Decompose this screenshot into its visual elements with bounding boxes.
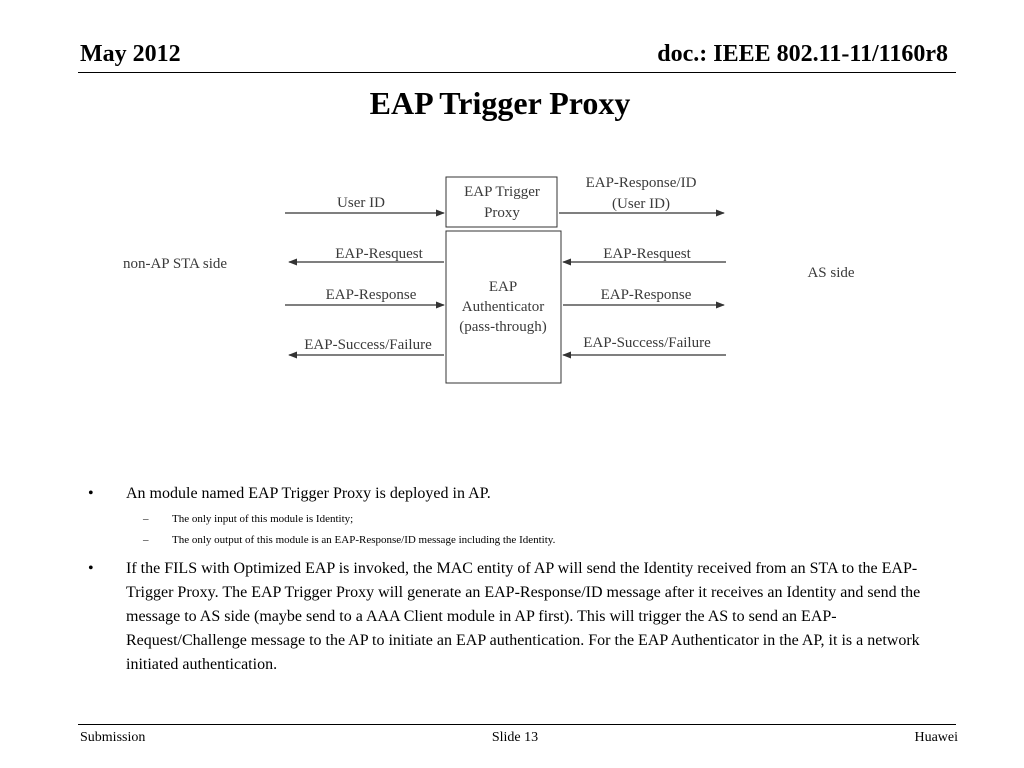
eap-request-left-label: EAP-Resquest [335,246,423,262]
eap-success-left-label: EAP-Success/Failure [304,337,432,353]
user-id-label: User ID [337,195,385,211]
eap-success-right-label: EAP-Success/Failure [583,335,711,351]
footer-company: Huawei [914,730,958,745]
eap-response-id-label-1: EAP-Response/ID [585,175,697,191]
authenticator-label-1: EAP [488,279,518,295]
sub-bullet-mark: – [143,534,149,546]
bullet-text: If the FILS with Optimized EAP is invoked, the MAC entity of AP will send the Identity received from an STA to the EAP-Trigger Proxy. The EAP Trigger Proxy will generate an EAP-Response/ID message after it receives an Identity and send the message to AS side (maybe send to a AAA Client module in AP first). This will trigger the AS to send an EAP-Request/Challenge message to the AP to initiate an EAP authentication. For the EAP Authenticator in the AP, it is a network initiated authentication. [126,560,921,673]
authenticator-label-2: Authenticator [461,299,545,315]
header-doc-id: doc.: IEEE 802.11-11/1160r8 [657,41,948,67]
eap-response-id-label-2: (User ID) [612,196,670,212]
eap-response-left-label: EAP-Response [325,287,417,303]
sub-bullet-item [88,530,948,551]
as-side-label: AS side [807,265,855,281]
slide-title: EAP Trigger Proxy [369,85,631,121]
bullet-list [88,482,948,677]
sub-bullet-mark: – [143,513,149,525]
bullet-text: An module named EAP Trigger Proxy is deployed in AP. [126,485,491,502]
non-ap-sta-side-label: non-AP STA side [122,256,228,272]
sub-bullet-item [88,509,948,530]
authenticator-label-3: (pass-through) [459,319,547,335]
footer-rule [78,724,956,725]
sub-bullet-text: The only input of this module is Identity; [172,513,354,525]
trigger-proxy-label-1: EAP Trigger [464,184,540,200]
header-date: May 2012 [80,41,181,67]
footer-slide-number: Slide 13 [491,730,539,745]
bullet-item [88,482,948,506]
footer-submission: Submission [80,730,146,745]
bullet-mark: • [88,560,94,577]
eap-response-right-label: EAP-Response [600,287,692,303]
bullet-mark: • [88,485,94,502]
trigger-proxy-label-2: Proxy [484,205,520,221]
sub-bullet-text: The only output of this module is an EAP-Response/ID message including the Identity. [172,534,556,546]
bullet-item [88,557,948,677]
eap-request-right-label: EAP-Resquest [603,246,691,262]
